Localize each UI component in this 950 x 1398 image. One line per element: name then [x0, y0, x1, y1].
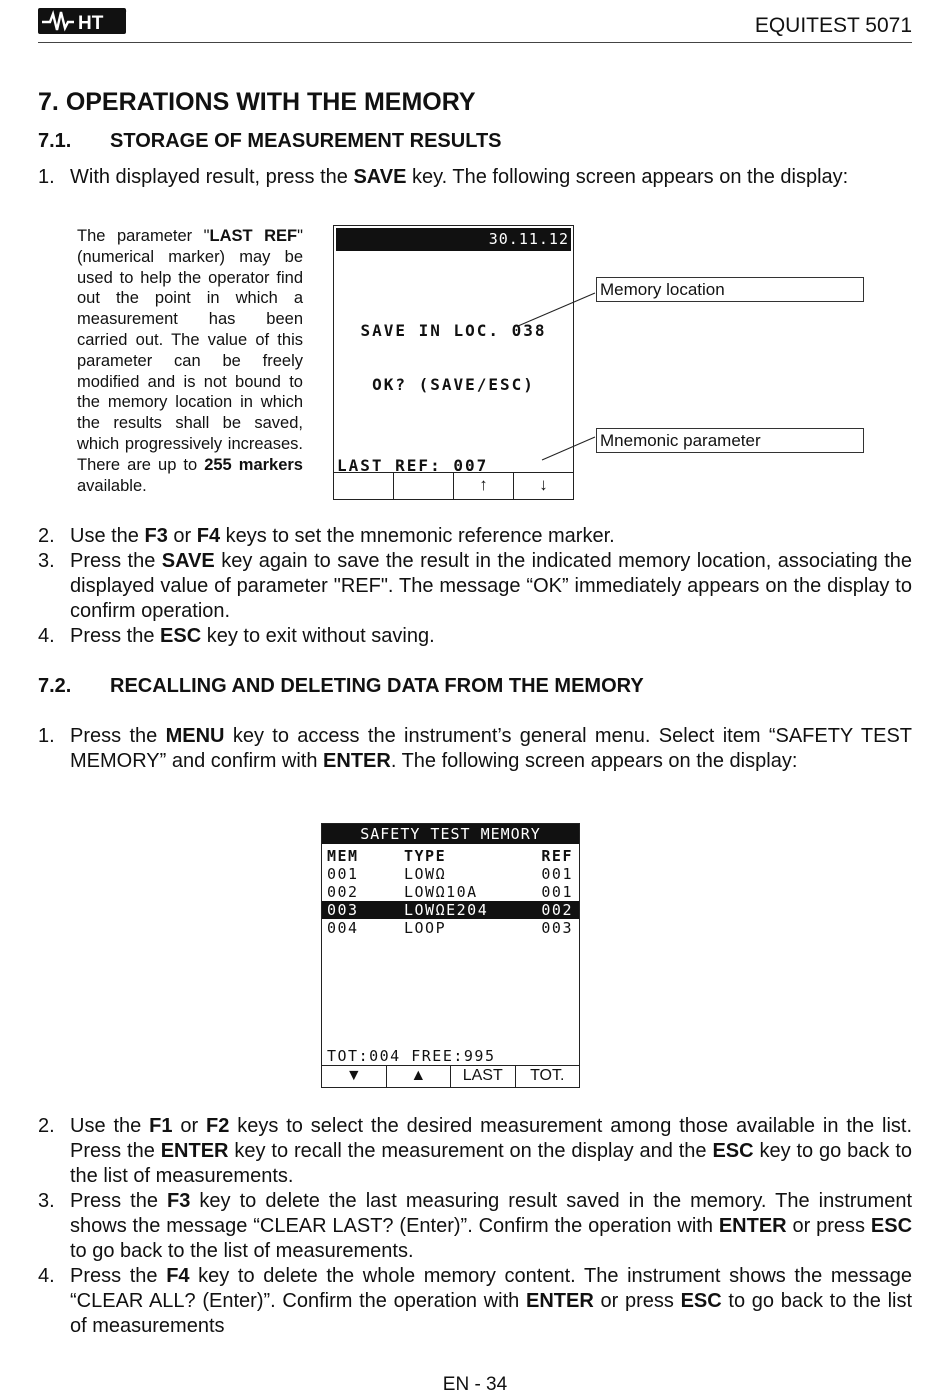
- key-name: F3: [167, 1190, 191, 1212]
- text-run: Press the: [70, 625, 161, 647]
- f1-down-key[interactable]: ▼: [345, 1067, 362, 1084]
- key-name: ENTER: [718, 1215, 787, 1237]
- list-item: 3. Press the F3 key to delete the last measuring result saved in the memory. The instrument shows the message “CLEAR LAST? (Enter)”. Confirm the operation with ENTER or press ESC to go back to the list of measurements.: [38, 1190, 913, 1262]
- list-item: 1. Press the MENU key to access the instrument’s general menu. Select item “SAFETY TEST MEMORY” and confirm with ENTER. The following screen appears on the display:: [38, 725, 912, 772]
- key-name: ESC: [160, 625, 202, 647]
- text-run: to go back to the list of measurements: [70, 1290, 913, 1337]
- text-run: key to access the instrument’s general menu. Select item “SAFETY TEST MEMORY” and confirm with: [70, 725, 912, 772]
- key-name: 255 markers: [204, 455, 303, 474]
- text-run: Use the: [70, 525, 145, 547]
- text-run: Use the: [70, 1115, 150, 1137]
- section-heading: 7. OPERATIONS WITH THE MEMORY: [38, 88, 476, 116]
- rich-text: [70, 165, 912, 190]
- f4-tot-key[interactable]: TOT.: [515, 1066, 580, 1087]
- key-name: F4: [196, 525, 221, 547]
- list-item: 2. Use the F3 or F4 keys to set the mnemonic reference marker.: [38, 525, 615, 547]
- key-name: SAVE: [161, 550, 215, 572]
- last-ref-text: LAST REF: 007: [337, 456, 489, 475]
- save-location-text: SAVE IN LOC. 038: [360, 321, 547, 340]
- f3-up-key[interactable]: ↑: [453, 473, 513, 499]
- function-keys: [334, 472, 573, 499]
- text-run: The parameter ": [77, 227, 210, 245]
- f4-down-key[interactable]: ↓: [513, 473, 573, 499]
- callout-leader-lines: [500, 285, 610, 465]
- text-run: or: [167, 525, 197, 547]
- text-run: key to go back to the list of measurements.: [70, 1140, 912, 1187]
- text-run: available.: [77, 476, 147, 495]
- f2-key[interactable]: [393, 473, 453, 499]
- document-title: EQUITEST 5071: [754, 14, 912, 37]
- text-run: . The following screen appears on the display:: [390, 750, 798, 772]
- key-name: F1: [149, 1115, 173, 1137]
- key-name: F4: [166, 1265, 190, 1287]
- memory-totals: TOT:004 FREE:995: [327, 1047, 496, 1065]
- key-name: ESC: [712, 1140, 754, 1162]
- key-name: ENTER: [525, 1290, 594, 1312]
- text-run: Press the: [70, 725, 166, 747]
- text-run: With displayed result, press the: [70, 166, 354, 188]
- screen-date: 30.11.12: [336, 228, 571, 251]
- key-name: F2: [206, 1115, 230, 1137]
- subsection-heading-7-2: 7.2. RECALLING AND DELETING DATA FROM THE MEMORY: [38, 675, 644, 697]
- memory-table-header: MEM TYPE REF: [327, 847, 573, 865]
- f2-up-key[interactable]: ▲: [386, 1066, 451, 1087]
- text-run: keys to set the mnemonic reference marker.: [220, 525, 615, 547]
- text-run: or press: [593, 1290, 681, 1312]
- last-ref-note: [77, 226, 303, 496]
- page-number: EN - 34: [442, 1374, 508, 1395]
- key-name: MENU: [165, 725, 225, 747]
- text-run: keys to select the desired measurement among those available in the list. Press the: [70, 1115, 912, 1162]
- header-divider: [38, 42, 912, 43]
- svg-text:HT: HT: [78, 13, 104, 34]
- text-run: key to recall the measurement on the display and the: [228, 1140, 713, 1162]
- text-run: or: [172, 1115, 207, 1137]
- key-name: ESC: [680, 1290, 722, 1312]
- text-run: Press the: [70, 550, 162, 572]
- memory-location-callout: Memory location: [596, 277, 864, 302]
- text-run: " (numerical marker) may be used to help the operator find out the point in which a measurement has been carried out. The value of this parameter can be freely modified and is not bound to the memory location in which the results shall be saved, which progressively increases. There are up to: [77, 227, 303, 474]
- text-run: Press the: [70, 1190, 168, 1212]
- text-run: key again to save the result in the indicated memory location, associating the displayed value of parameter "REF". The message “OK” immediately appears on the display to confirm operation.: [70, 550, 912, 622]
- confirm-text: OK? (SAVE/ESC): [372, 375, 535, 394]
- text-run: key to exit without saving.: [201, 625, 435, 647]
- list-item: 3. Press the SAVE key again to save the result in the indicated memory location, associating the displayed value of parameter "REF". The message “OK” immediately appears on the display to confirm operation.: [38, 550, 912, 622]
- text-run: key. The following screen appears on the display:: [406, 166, 849, 188]
- list-item: 4. Press the F4 key to delete the whole memory content. The instrument shows the message “CLEAR ALL? (Enter)”. Confirm the operation with ENTER or press ESC to go back to the list of measurements: [38, 1265, 913, 1337]
- memory-screen: [321, 823, 580, 1088]
- subsection-heading-7-1: 7.1. STORAGE OF MEASUREMENT RESULTS: [38, 130, 502, 152]
- key-name: ENTER: [160, 1140, 229, 1162]
- text-run: to go back to the list of measurements.: [70, 1240, 414, 1262]
- key-name: LAST REF: [209, 227, 298, 245]
- key-name: F3: [144, 525, 168, 547]
- mnemonic-parameter-callout: Mnemonic parameter: [596, 428, 864, 453]
- table-row[interactable]: 002 LOWΩ10A 001: [327, 883, 573, 901]
- text-run: or press: [786, 1215, 871, 1237]
- f3-last-key[interactable]: LAST: [450, 1066, 515, 1087]
- key-name: ESC: [870, 1215, 913, 1237]
- table-row[interactable]: 003 LOWΩE204 002: [322, 901, 579, 919]
- list-item: 4. Press the ESC key to exit without saving.: [38, 625, 435, 647]
- key-name: ENTER: [323, 750, 391, 772]
- key-name: SAVE: [353, 166, 407, 188]
- function-keys: [322, 1065, 579, 1087]
- text-run: Press the: [70, 1265, 167, 1287]
- text-run: key to delete the last measuring result saved in the memory. The instrument shows the message “CLEAR LAST? (Enter)”. Confirm the operation with: [70, 1190, 913, 1237]
- ht-logo: [38, 8, 128, 36]
- list-item: 2. Use the F1 or F2 keys to select the desired measurement among those available in the list. Press the ENTER key to recall the measurement on the display and the ESC key to go back to the list of measurements.: [38, 1115, 912, 1187]
- memory-screen-title: SAFETY TEST MEMORY: [322, 824, 579, 844]
- f1-key[interactable]: [334, 473, 393, 499]
- table-row[interactable]: 004 LOOP 003: [327, 919, 573, 937]
- text-run: key to delete the whole memory content. The instrument shows the message “CLEAR ALL? (Enter)”. Confirm the operation with: [70, 1265, 912, 1312]
- table-row[interactable]: 001 LOWΩ 001: [327, 865, 573, 883]
- list-item: 1. With displayed result, press the SAVE key. The following screen appears on the display:: [38, 165, 912, 190]
